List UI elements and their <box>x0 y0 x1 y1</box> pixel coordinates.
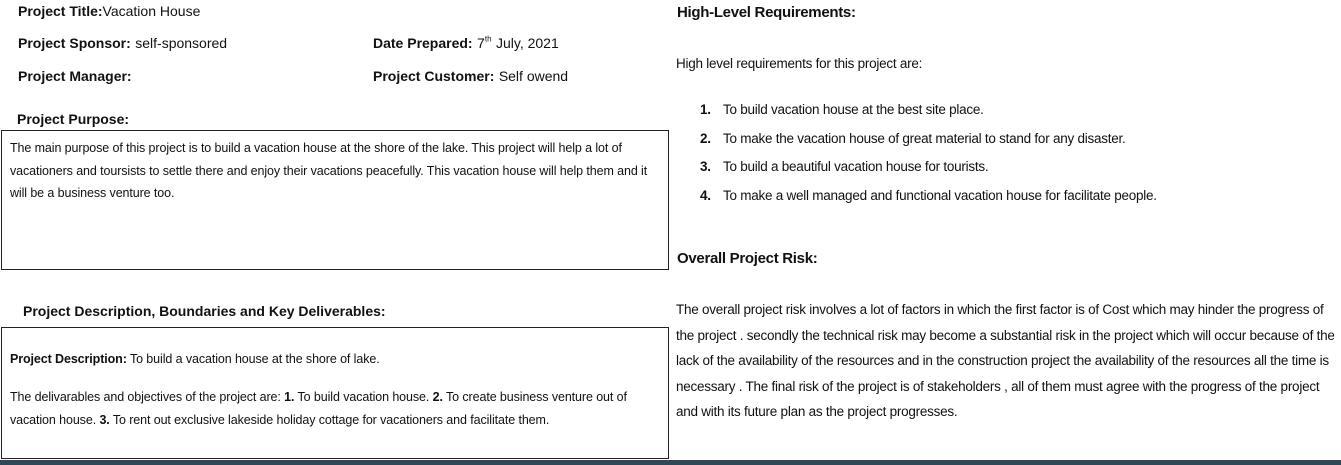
requirement-text: To build vacation house at the best site place. <box>723 102 984 117</box>
requirement-text: To make the vacation house of great material to stand for any disaster. <box>723 130 1126 146</box>
requirement-num: 4. <box>700 188 711 204</box>
deliverable-3-num: 3. <box>99 412 110 427</box>
requirements-heading: High-Level Requirements: <box>677 4 856 21</box>
project-title-value: Vacation House <box>102 3 201 19</box>
project-manager-row <box>18 68 132 86</box>
project-customer-value: Self owend <box>498 68 569 84</box>
requirements-intro: High level requirements for this project are: <box>676 56 923 71</box>
deliverable-3-text: To rent out exclusive lakeside holiday cottage for vacationers and facilitate them. <box>112 412 550 427</box>
deliverables-paragraph <box>10 386 650 431</box>
project-title-row <box>18 3 200 21</box>
risk-text: The overall project risk involves a lot of factors in which the first factor is of Cost which may hinder the progress of the project . secondly the technical risk may become a substantial risk in the project which will occur because of the lack of the availability of the resources and in the construction project the availability of the resources all the time is necessary . The final risk of the project is of stakeholders , all of them must agree with the progress of the project and with its future plan as the project progresses. <box>676 302 1335 419</box>
requirement-text: To build a beautiful vacation house for tourists. <box>723 159 989 175</box>
requirement-text: To make a well managed and functional vacation house for facilitate people. <box>723 188 1157 204</box>
project-description-text: To build a vacation house at the shore of lake. <box>129 352 380 366</box>
project-sponsor-value: self-sponsored <box>135 35 228 51</box>
project-purpose-box <box>1 130 669 270</box>
date-prepared-rest: July, 2021 <box>495 35 559 51</box>
project-description-heading: Project Description, Boundaries and Key Deliverables: <box>23 303 386 319</box>
requirement-num: 1. <box>700 102 711 117</box>
project-description-label: Project Description: <box>10 352 127 366</box>
project-sponsor-label: Project Sponsor: <box>18 35 131 51</box>
deliverables-intro: The delivarables and objectives of the project are: <box>10 390 281 404</box>
deliverable-1-text: To build vacation house. <box>297 390 430 404</box>
project-customer-label: Project Customer: <box>373 68 495 84</box>
risk-heading: Overall Project Risk: <box>677 250 818 267</box>
date-prepared-label: Date Prepared: <box>373 35 473 51</box>
project-purpose-heading: Project Purpose: <box>17 111 130 127</box>
bottom-border-bar <box>0 460 1341 465</box>
deliverable-2-num: 2. <box>432 390 443 404</box>
requirement-item <box>700 130 1157 159</box>
project-description-line <box>10 348 662 371</box>
date-prepared-day: 7 <box>477 35 485 51</box>
project-customer-row <box>373 68 568 86</box>
project-title-label: Project Title: <box>18 3 103 19</box>
date-prepared-row <box>373 35 559 53</box>
project-sponsor-row <box>18 35 227 53</box>
deliverable-1-num: 1. <box>284 390 295 404</box>
deliverable-2-text: To create business venture out of vacation house. <box>10 390 627 427</box>
requirement-item <box>700 187 1157 216</box>
requirement-num: 3. <box>700 159 711 175</box>
requirement-item <box>700 101 1157 130</box>
requirements-list <box>700 101 1157 216</box>
requirement-item <box>700 158 1157 187</box>
project-manager-label: Project Manager: <box>18 68 132 84</box>
requirement-num: 2. <box>700 130 711 146</box>
date-prepared-suffix: th <box>484 34 492 44</box>
project-purpose-text: The main purpose of this project is to build a vacation house at the shore of the lake. This project will help a lot of vacationers and toursists to settle there and enjoy their vacations peacefully. This vacation house will help them and it will be a business venture too. <box>10 141 648 200</box>
project-description-box <box>1 327 669 459</box>
